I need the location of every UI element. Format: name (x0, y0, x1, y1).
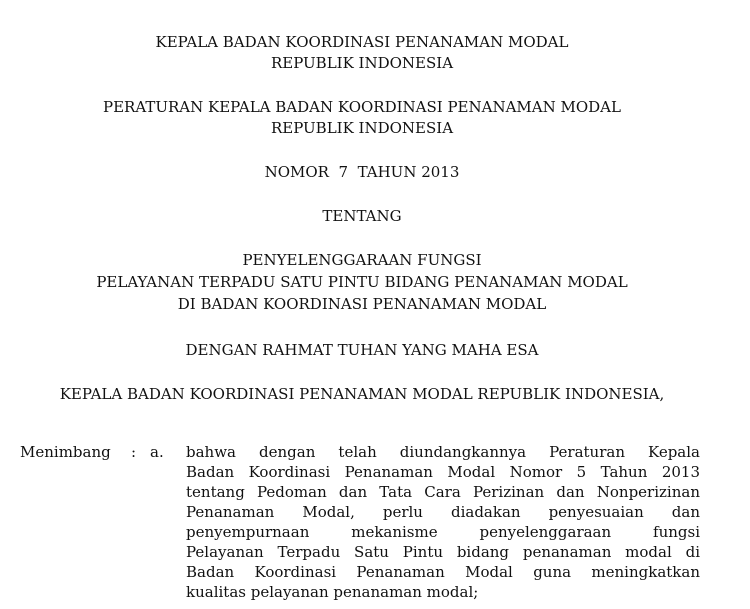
header-line-2: REPUBLIK INDONESIA (270, 54, 454, 72)
regulation-number: NOMOR 7 TAHUN 2013 (264, 163, 460, 181)
subject-line-3: DI BADAN KOORDINASI PENANAMAN MODAL (177, 295, 547, 313)
subject-line-2: PELAYANAN TERPADU SATU PINTU BIDANG PENANAMAN MODAL (96, 273, 628, 291)
menimbang-colon: : (131, 443, 137, 461)
considering-line-8: kualitas pelayanan penanaman modal; (186, 583, 479, 601)
menimbang-label: Menimbang (20, 443, 111, 461)
considering-line-2: Badan Koordinasi Penanaman Modal Nomor 5 Tahun 2013 (186, 463, 700, 481)
header-line-1: KEPALA BADAN KOORDINASI PENANAMAN MODAL (155, 33, 569, 51)
subject-line-1: PENYELENGGARAAN FUNGSI (242, 251, 482, 269)
authority-statement: KEPALA BADAN KOORDINASI PENANAMAN MODAL REPUBLIK INDONESIA, (59, 385, 665, 403)
item-marker-a: a. (150, 443, 164, 461)
considering-line-5: penyempurnaan mekanisme penyelenggaraan fungsi (186, 523, 700, 541)
preamble-text: DENGAN RAHMAT TUHAN YANG MAHA ESA (185, 341, 539, 359)
considering-line-6: Pelayanan Terpadu Satu Pintu bidang penanaman modal di (186, 543, 700, 561)
regulation-title-line-1: PERATURAN KEPALA BADAN KOORDINASI PENANAMAN MODAL (103, 98, 621, 116)
tentang-heading: TENTANG (322, 207, 402, 225)
regulation-title-line-2: REPUBLIK INDONESIA (270, 119, 454, 137)
considering-line-4: Penanaman Modal, perlu diadakan penyesuaian dan (186, 503, 700, 521)
considering-line-3: tentang Pedoman dan Tata Cara Perizinan dan Nonperizinan (186, 483, 700, 501)
considering-line-7: Badan Koordinasi Penanaman Modal guna meningkatkan (186, 563, 700, 581)
considering-line-1: bahwa dengan telah diundangkannya Peraturan Kepala (186, 443, 700, 461)
